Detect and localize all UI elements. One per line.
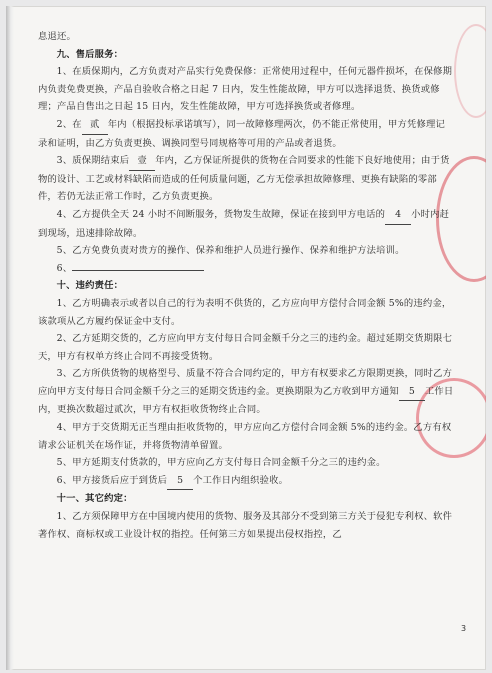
clause-10-3 bbox=[38, 365, 454, 419]
section-heading-other: 十一、其它约定： bbox=[56, 493, 133, 505]
filled-blank: 贰 bbox=[82, 116, 108, 135]
filled-blank: 4 bbox=[385, 206, 411, 225]
clause-9-1: 1、在质保期内，乙方负责对产品实行免费保修：正常使用过程中，任何元器件损坏，在保修期内负责免费更换，产品自验收合格之日起 7 日内，发生性能故障，甲方可以选择退货、换货或修理；产品自售出之日起 15 日内，发生性能故障，甲方可选择换货或者修理。 bbox=[38, 66, 453, 113]
clause-text: 个工作日内组织验收。 bbox=[193, 474, 289, 486]
clause-9-5: 5、乙方免费负责对贵方的操作、保养和维护人员进行操作、保养和维护方法培训。 bbox=[56, 245, 405, 257]
clause-11-1: 1、乙方须保障甲方在中国境内使用的货物、服务及其部分不受到第三方关于侵犯专利权、软件著作权、商标权或工业设计权的指控。任何第三方如果提出侵权指控，乙 bbox=[38, 511, 453, 540]
clause-text: 4、乙方提供全天 24 小时不间断服务，货物发生故障，保证在接到甲方电话的 bbox=[56, 208, 386, 220]
clause-10-5: 5、甲方延期支付货款的，甲方应向乙方支付每日合同金额千分之三的违约金。 bbox=[56, 457, 386, 469]
section-heading-after-sales: 九、售后服务： bbox=[56, 48, 124, 60]
contract-body bbox=[38, 28, 454, 543]
clause-text: 工作日内，更换次数超过贰次，甲方有权拒收货物终止合同。 bbox=[38, 385, 454, 416]
filled-blank: 5 bbox=[167, 472, 193, 491]
clause-10-2: 2、乙方延期交货的，乙方应向甲方支付每日合同金额千分之三的违约金。超过延期交货期限七天，甲方有权单方终止合同不再接受货物。 bbox=[38, 333, 453, 362]
clause-9-4 bbox=[38, 206, 454, 242]
clause-text: 6、甲方接货后应于到货后 bbox=[56, 474, 168, 486]
clause-9-3 bbox=[38, 152, 454, 206]
clause-text: 2、在 bbox=[56, 118, 82, 130]
clause-10-6 bbox=[38, 472, 454, 491]
document-page bbox=[6, 6, 486, 670]
clause-9-6 bbox=[38, 260, 454, 278]
clause-text: 3、质保期结束后 bbox=[56, 155, 130, 167]
scan-edge-shadow bbox=[6, 6, 14, 670]
filled-blank: 5 bbox=[399, 383, 425, 402]
clause-text: 年内（根据投标承诺填写），同一故障修理两次，仍不能正常使用，甲方凭修理记录和证明，由乙方负责更换、调换同型号同规格等可用的产品或者退货。 bbox=[38, 118, 445, 149]
filled-blank: 壹 bbox=[129, 152, 155, 171]
clause-10-4: 4、甲方于交货期无正当理由拒收货物的，甲方应向乙方偿付合同金额 5%的违约金。乙方有权请求公证机关在场作证，并将货物清单留置。 bbox=[38, 422, 452, 451]
clause-text: 年内，乙方保证所提供的货物在合同要求的性能下良好地使用；由于货物的设计、工艺或材料缺陷而造成的任何质量问题，乙方无偿承担故障修理、更换有缺陷的零部件，若仍无法正常工作时，乙方负责更换。 bbox=[38, 155, 450, 203]
empty-blank-line bbox=[72, 260, 204, 271]
clause-text: 6、 bbox=[56, 262, 73, 274]
section-heading-liability: 十、违约责任： bbox=[56, 280, 124, 292]
clause-10-1: 1、乙方明确表示或者以自己的行为表明不供货的，乙方应向甲方偿付合同金额 5%的违约金，该款项从乙方履约保证金中支付。 bbox=[38, 297, 452, 327]
clause-9-2 bbox=[38, 116, 454, 152]
clause-text: 小时内赶到现场，迅速排除故障。 bbox=[38, 208, 450, 239]
page-number: 3 bbox=[461, 624, 467, 633]
red-seal-partial-top bbox=[454, 24, 486, 118]
text-line: 息退还。 bbox=[38, 31, 76, 42]
clause-text: 3、乙方所供货物的规格型号、质量不符合合同约定的，甲方有权要求乙方限期更换，同时乙方应向甲方支付每日合同金额千分之三的延期交货违约金。更换期限为乙方收到甲方通知 bbox=[38, 368, 453, 397]
